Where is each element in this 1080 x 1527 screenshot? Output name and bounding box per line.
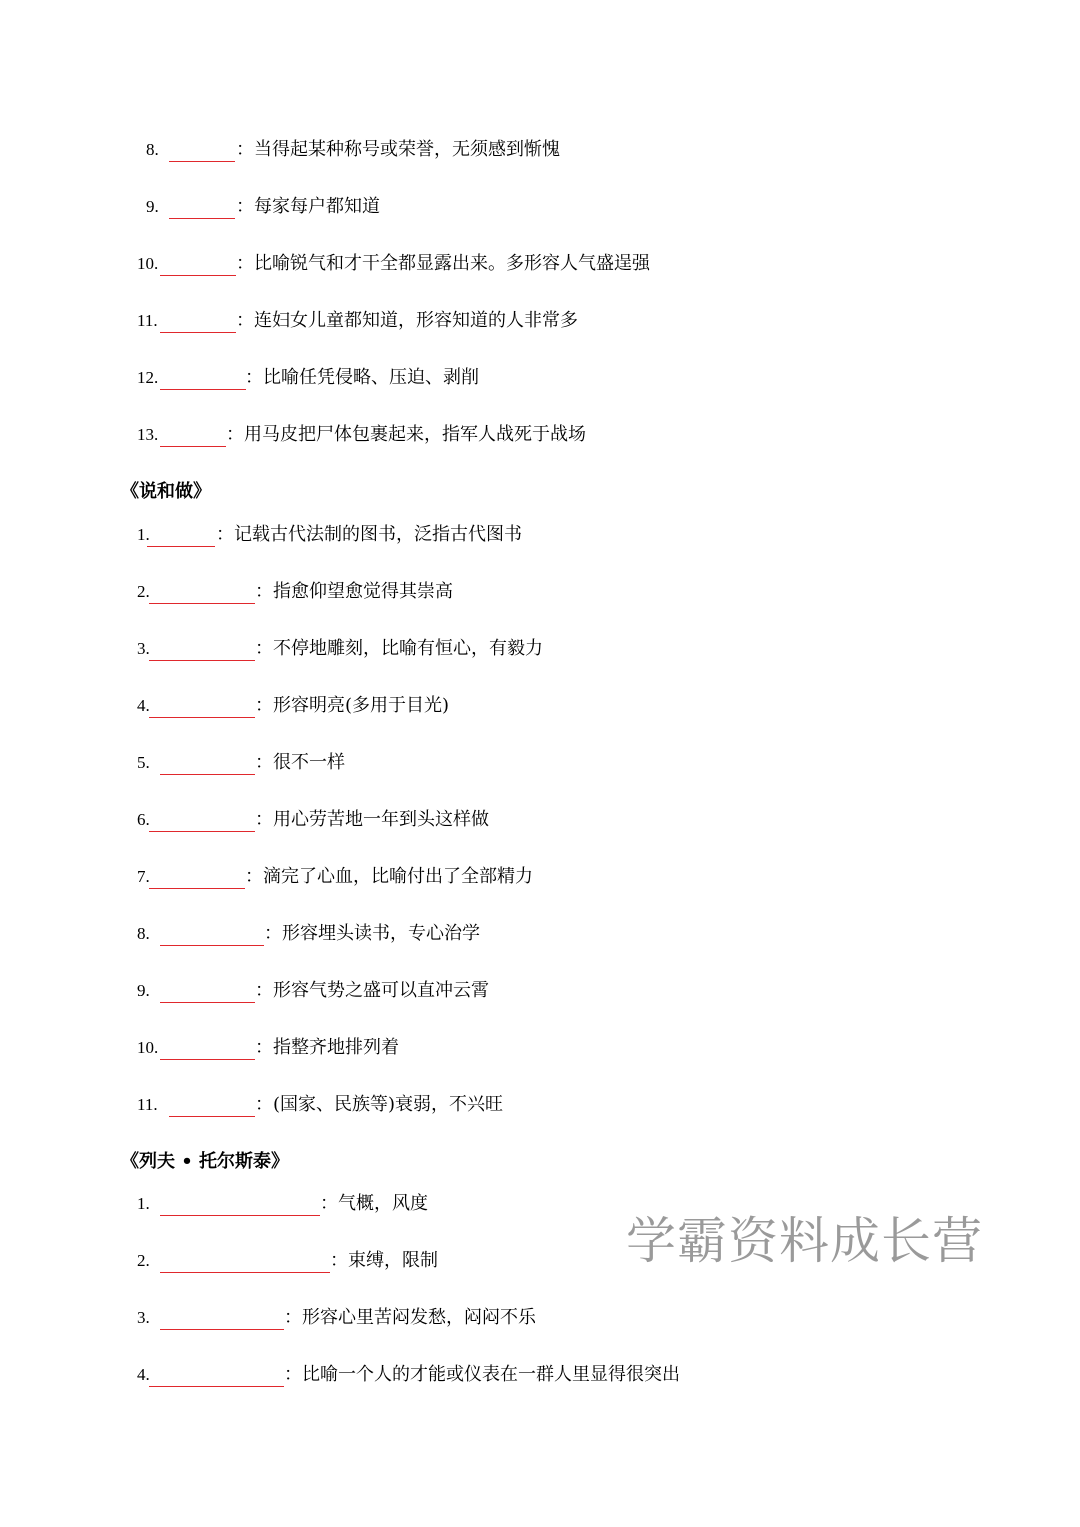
item-number: 6. [137, 810, 150, 829]
answer-blank[interactable] [149, 862, 245, 889]
item-number: 7. [137, 867, 150, 886]
answer-blank[interactable] [160, 420, 226, 447]
item-definition: ：比喻锐气和才干全都显露出来。多形容人气盛逞强 [236, 253, 650, 274]
answer-blank[interactable] [149, 634, 255, 661]
item-definition: ：很不一样 [255, 752, 345, 773]
item-definition: ：记载古代法制的图书，泛指古代图书 [216, 524, 522, 545]
item-definition: ：比喻一个人的才能或仪表在一群人里显得很突出 [284, 1364, 680, 1385]
item-definition: ：指愈仰望愈觉得其崇高 [255, 581, 453, 602]
answer-blank[interactable] [149, 1360, 284, 1387]
item-definition: ：指整齐地排列着 [255, 1037, 399, 1058]
section-title: 《列夫 • 托尔斯泰》 [121, 1151, 290, 1172]
item-number: 3. [137, 639, 150, 658]
answer-blank[interactable] [160, 249, 236, 276]
answer-blank[interactable] [160, 748, 255, 775]
answer-blank[interactable] [160, 363, 246, 390]
item-definition: ：用马皮把尸体包裹起来，指军人战死于战场 [226, 424, 586, 445]
item-definition: ：用心劳苦地一年到头这样做 [255, 809, 489, 830]
answer-blank[interactable] [160, 1246, 330, 1273]
item-number: 13. [137, 425, 159, 444]
answer-blank[interactable] [169, 135, 235, 162]
item-number: 10. [137, 254, 159, 273]
item-number: 3. [137, 1308, 150, 1327]
item-number: 11. [137, 1095, 158, 1114]
answer-blank[interactable] [149, 577, 255, 604]
item-definition: ：束缚，限制 [330, 1250, 438, 1271]
item-definition: ：滴完了心血，比喻付出了全部精力 [245, 866, 533, 887]
answer-blank[interactable] [160, 1303, 284, 1330]
item-number: 8. [137, 924, 150, 943]
answer-blank[interactable] [160, 919, 264, 946]
answer-blank[interactable] [169, 192, 235, 219]
answer-blank[interactable] [147, 520, 215, 547]
item-number: 9. [137, 981, 150, 1000]
item-number: 1. [137, 525, 150, 544]
item-number: 2. [137, 582, 150, 601]
item-definition: ：连妇女儿童都知道，形容知道的人非常多 [236, 310, 578, 331]
item-number: 4. [137, 1365, 150, 1384]
item-definition: ：形容埋头读书，专心治学 [264, 923, 480, 944]
item-number: 4. [137, 696, 150, 715]
item-number: 12. [137, 368, 159, 387]
answer-blank[interactable] [160, 1189, 320, 1216]
item-definition: ：当得起某种称号或荣誉，无须感到惭愧 [236, 139, 560, 160]
item-number: 5. [137, 753, 150, 772]
answer-blank[interactable] [149, 805, 255, 832]
item-definition: ：形容气势之盛可以直冲云霄 [255, 980, 489, 1001]
watermark: 学霸资料成长营 [626, 1212, 983, 1270]
section-title: 《说和做》 [121, 481, 211, 502]
item-definition: ：气概，风度 [320, 1193, 428, 1214]
item-number: 9. [146, 197, 159, 216]
item-definition: ：形容明亮(多用于目光) [255, 695, 450, 716]
item-definition: ：不停地雕刻，比喻有恒心，有毅力 [255, 638, 543, 659]
item-number: 8. [146, 140, 159, 159]
answer-blank[interactable] [160, 976, 255, 1003]
answer-blank[interactable] [160, 1033, 255, 1060]
item-number: 2. [137, 1251, 150, 1270]
item-definition: ：比喻任凭侵略、压迫、剥削 [245, 367, 479, 388]
item-number: 11. [137, 311, 158, 330]
answer-blank[interactable] [169, 1090, 255, 1117]
answer-blank[interactable] [160, 306, 236, 333]
item-definition: ：每家每户都知道 [236, 196, 380, 217]
item-number: 10. [137, 1038, 159, 1057]
item-number: 1. [137, 1194, 150, 1213]
answer-blank[interactable] [149, 691, 255, 718]
item-definition: ：形容心里苦闷发愁，闷闷不乐 [284, 1307, 536, 1328]
item-definition: ：(国家、民族等)衰弱，不兴旺 [255, 1094, 504, 1115]
